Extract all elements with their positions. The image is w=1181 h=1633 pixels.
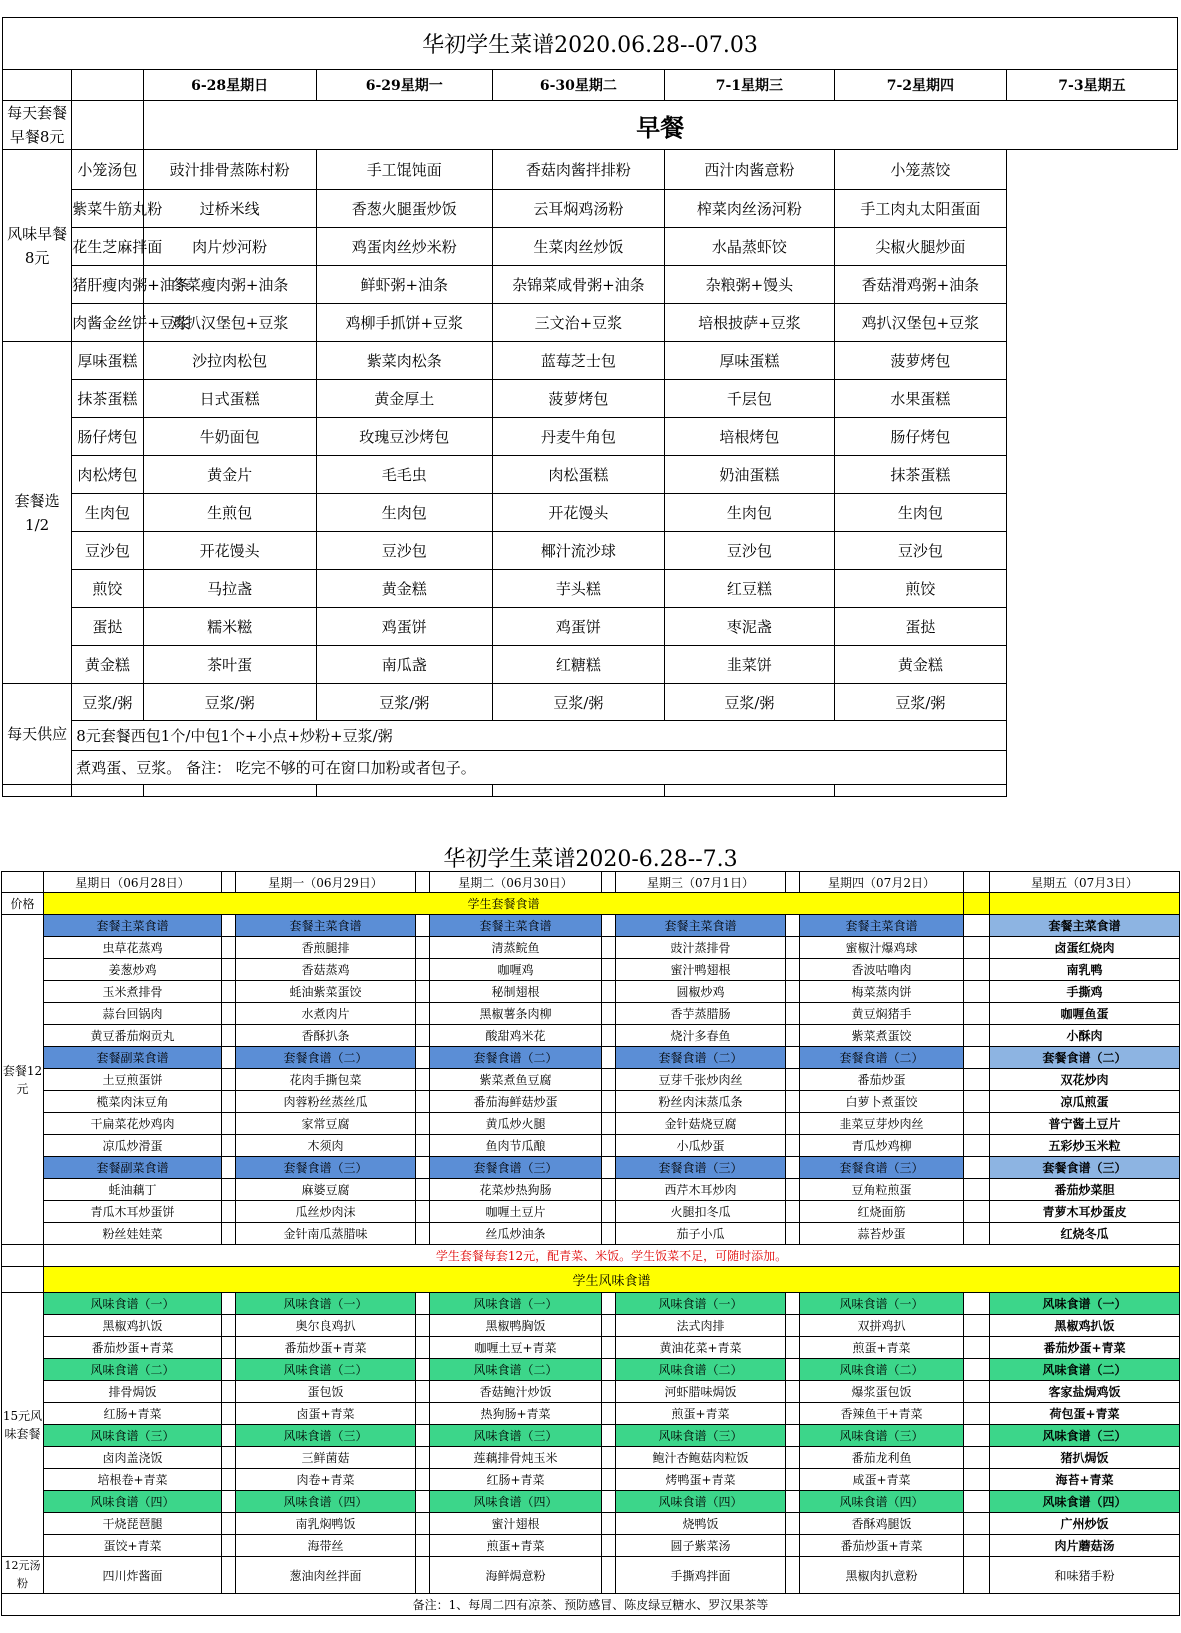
menu-cell: 香葱火腿蛋炒饭 [316, 190, 492, 228]
menu-section-label: 套餐食谱（三） [800, 1157, 964, 1179]
menu-cell: 黄油花菜+青菜 [616, 1337, 786, 1359]
menu-cell: 煎饺 [72, 570, 143, 608]
menu-cell: 香煎腿排 [236, 937, 416, 959]
menu-cell: 尖椒火腿炒面 [834, 228, 1006, 266]
menu-cell: 玉米煮排骨 [44, 981, 222, 1003]
menu-cell: 秘制翅根 [430, 981, 602, 1003]
menu-cell: 凉瓜煎蛋 [990, 1091, 1180, 1113]
day-header: 6-30星期二 [492, 70, 664, 101]
menu-cell: 芋头糕 [492, 570, 664, 608]
menu-cell: 黑椒薯条肉柳 [430, 1003, 602, 1025]
menu-cell: 蛋饺+青菜 [44, 1535, 222, 1557]
menu-cell: 菠萝烤包 [492, 380, 664, 418]
menu-section-label: 风味食谱（四） [430, 1491, 602, 1513]
menu-cell: 金针菇烧豆腐 [616, 1113, 786, 1135]
menu-cell: 小笼汤包 [72, 150, 143, 190]
menu-cell: 蛋挞 [72, 608, 143, 646]
menu-cell: 三文治+豆浆 [492, 304, 664, 342]
menu-cell: 茶叶蛋 [143, 646, 316, 684]
menu-cell: 干烧琵琶腿 [44, 1513, 222, 1535]
menu-cell: 粉丝肉沫蒸瓜条 [616, 1091, 786, 1113]
menu-cell: 紫菜煮鱼豆腐 [430, 1069, 602, 1091]
menu-cell: 青瓜炒鸡柳 [800, 1135, 964, 1157]
menu-cell: 香芋蒸腊肠 [616, 1003, 786, 1025]
menu-section-label: 套餐副菜食谱 [44, 1047, 222, 1069]
menu-section-label: 风味食谱（三） [430, 1425, 602, 1447]
menu-cell: 丹麦牛角包 [492, 418, 664, 456]
menu-cell: 红肠+青菜 [44, 1403, 222, 1425]
menu-cell: 花肉手撕包菜 [236, 1069, 416, 1091]
menu-cell: 白萝卜煮蛋饺 [800, 1091, 964, 1113]
daily-set-label: 每天套餐早餐8元 [3, 101, 72, 150]
menu-cell: 普宁酱土豆片 [990, 1113, 1180, 1135]
menu-cell: 豆浆/粥 [834, 684, 1006, 721]
set-price-label: 套餐12元 [2, 915, 44, 1245]
menu-cell: 海苔+青菜 [990, 1469, 1180, 1491]
menu-cell: 黄金糕 [72, 646, 143, 684]
menu-section-label: 套餐副菜食谱 [44, 1157, 222, 1179]
menu-cell: 香菇鲍汁炒饭 [430, 1381, 602, 1403]
menu-cell: 爆浆蛋包饭 [800, 1381, 964, 1403]
menu-cell: 韭菜饼 [664, 646, 834, 684]
menu-cell: 火腿扣冬瓜 [616, 1201, 786, 1223]
menu-section-label: 风味食谱（一） [800, 1293, 964, 1315]
menu-cell: 蓝莓芝士包 [492, 342, 664, 380]
menu-cell: 客家盐焗鸡饭 [990, 1381, 1180, 1403]
menu-cell: 手撕鸡 [990, 981, 1180, 1003]
menu-section-label: 风味食谱（二） [800, 1359, 964, 1381]
menu-cell: 红糖糕 [492, 646, 664, 684]
menu-cell: 生肉包 [664, 494, 834, 532]
menu-cell: 肠仔烤包 [834, 418, 1006, 456]
menu-cell: 莲藕排骨炖玉米 [430, 1447, 602, 1469]
menu-cell: 豆浆/粥 [664, 684, 834, 721]
menu-cell: 黄金厚土 [316, 380, 492, 418]
menu-cell: 咖喱鸡 [430, 959, 602, 981]
menu-cell: 花生芝麻拌面 [72, 228, 143, 266]
menu-cell: 肉酱金丝饼+豆浆 [72, 304, 143, 342]
menu-cell: 红烧面筋 [800, 1201, 964, 1223]
menu-cell: 豆浆/粥 [143, 684, 316, 721]
menu-section-label: 风味食谱（三） [990, 1425, 1180, 1447]
menu-cell: 圆子紫菜汤 [616, 1535, 786, 1557]
menu-cell: 豆沙包 [316, 532, 492, 570]
menu-cell: 黄金糕 [834, 646, 1006, 684]
menu-cell: 豆浆/粥 [492, 684, 664, 721]
menu-cell: 毛毛虫 [316, 456, 492, 494]
menu-section-label: 套餐主菜食谱 [430, 915, 602, 937]
day-header: 7-2星期四 [834, 70, 1006, 101]
menu-cell: 开花馒头 [492, 494, 664, 532]
menu-cell: 烤鸭蛋+青菜 [616, 1469, 786, 1491]
menu-cell: 肠仔烤包 [72, 418, 143, 456]
menu-cell: 过桥米线 [143, 190, 316, 228]
menu-cell: 蜜汁鸭翅根 [616, 959, 786, 981]
menu-section-label: 套餐食谱（三） [990, 1157, 1180, 1179]
menu-section-label: 风味食谱（三） [236, 1425, 416, 1447]
menu-cell: 蜜汁翅根 [430, 1513, 602, 1535]
menu-cell: 豆沙包 [664, 532, 834, 570]
menu-cell: 生肉包 [72, 494, 143, 532]
menu-section-label: 套餐主菜食谱 [44, 915, 222, 937]
lunch-menu-table [1, 871, 1180, 1616]
menu-cell: 肉松烤包 [72, 456, 143, 494]
menu-cell: 开花馒头 [143, 532, 316, 570]
menu-cell: 小笼蒸饺 [834, 150, 1006, 190]
menu-cell: 千层包 [664, 380, 834, 418]
menu-cell: 肉片蘑菇汤 [990, 1535, 1180, 1557]
menu-cell: 河虾腊味焗饭 [616, 1381, 786, 1403]
menu-cell: 抹茶蛋糕 [72, 380, 143, 418]
menu-cell: 蒜苔炒蛋 [800, 1223, 964, 1245]
menu-cell: 鸡蛋饼 [492, 608, 664, 646]
menu-cell: 蛋挞 [834, 608, 1006, 646]
breakfast-section-title: 早餐 [143, 101, 1177, 150]
menu-cell: 肉片炒河粉 [143, 228, 316, 266]
daily-supply-label: 每天供应 [3, 684, 72, 785]
menu-cell: 肉卷+青菜 [236, 1469, 416, 1491]
menu-cell: 卤蛋+青菜 [236, 1403, 416, 1425]
menu-cell: 培根烤包 [664, 418, 834, 456]
menu-cell: 烧鸭饭 [616, 1513, 786, 1535]
menu-cell: 沙拉肉松包 [143, 342, 316, 380]
menu-cell: 清蒸鲩鱼 [430, 937, 602, 959]
menu-cell: 青萝木耳炒蛋皮 [990, 1201, 1180, 1223]
menu-cell: 枣泥盏 [664, 608, 834, 646]
menu-cell: 和味猪手粉 [990, 1557, 1180, 1594]
menu-cell: 鱼肉节瓜酿 [430, 1135, 602, 1157]
menu-cell: 杂粮粥+馒头 [664, 266, 834, 304]
set-note: 8元套餐西包1个/中包1个+小点+炒粉+豆浆/粥 [72, 721, 1007, 751]
menu-cell: 蛋包饭 [236, 1381, 416, 1403]
menu-cell: 番茄海鲜菇炒蛋 [430, 1091, 602, 1113]
menu-section-label: 风味食谱（四） [616, 1491, 786, 1513]
day-header: 7-1星期三 [664, 70, 834, 101]
soup-price-label: 12元汤粉 [2, 1557, 44, 1594]
menu-cell: 香酥鸡腿饭 [800, 1513, 964, 1535]
menu-cell: 鸡扒汉堡包+豆浆 [143, 304, 316, 342]
set-menu-note: 学生套餐每套12元，配青菜、米饭。学生饭菜不足，可随时添加。 [44, 1245, 1180, 1267]
menu-cell: 水果蛋糕 [834, 380, 1006, 418]
menu-cell: 鸡蛋肉丝炒米粉 [316, 228, 492, 266]
menu-cell: 卤肉盖浇饭 [44, 1447, 222, 1469]
menu-section-label: 风味食谱（四） [800, 1491, 964, 1513]
menu-section-label: 风味食谱（一） [430, 1293, 602, 1315]
menu-cell: 香菇蒸鸡 [236, 959, 416, 981]
menu-cell: 豆沙包 [72, 532, 143, 570]
menu-cell: 日式蛋糕 [143, 380, 316, 418]
menu-cell: 南乳焖鸭饭 [236, 1513, 416, 1535]
menu-cell: 西汁肉酱意粉 [664, 150, 834, 190]
menu-cell: 黑椒鸡扒饭 [44, 1315, 222, 1337]
menu-section-label: 套餐食谱（二） [990, 1047, 1180, 1069]
menu-cell: 冬菜瘦肉粥+油条 [143, 266, 316, 304]
menu-cell: 瓜丝炒肉沫 [236, 1201, 416, 1223]
menu-section-label: 风味食谱（一） [616, 1293, 786, 1315]
menu-cell: 排骨焗饭 [44, 1381, 222, 1403]
menu-section-label: 风味食谱（三） [616, 1425, 786, 1447]
menu-cell: 手撕鸡拌面 [616, 1557, 786, 1594]
menu-cell: 黄豆番茄焖贡丸 [44, 1025, 222, 1047]
day-header: 6-28星期日 [143, 70, 316, 101]
menu-section-label: 风味食谱（二） [430, 1359, 602, 1381]
menu-section-label: 风味食谱（一） [44, 1293, 222, 1315]
day-header: 星期日（06月28日） [44, 872, 222, 893]
breakfast-title: 华初学生菜谱2020.06.28--07.03 [3, 18, 1178, 70]
price-label: 价格 [2, 893, 44, 915]
menu-cell: 肉蓉粉丝蒸丝瓜 [236, 1091, 416, 1113]
menu-section-label: 套餐主菜食谱 [990, 915, 1180, 937]
menu-cell: 椰汁流沙球 [492, 532, 664, 570]
menu-cell: 黑椒肉扒意粉 [800, 1557, 964, 1594]
menu-cell: 手工肉丸太阳蛋面 [834, 190, 1006, 228]
menu-cell: 培根卷+青菜 [44, 1469, 222, 1491]
menu-cell: 生煎包 [143, 494, 316, 532]
day-header: 星期二（06月30日） [430, 872, 602, 893]
menu-cell: 豆芽千张炒肉丝 [616, 1069, 786, 1091]
menu-cell: 梅菜蒸肉饼 [800, 981, 964, 1003]
menu-cell: 红肠+青菜 [430, 1469, 602, 1491]
breakfast-day-header-row [3, 70, 1178, 101]
menu-cell: 双拼鸡扒 [800, 1315, 964, 1337]
menu-cell: 鸡扒汉堡包+豆浆 [834, 304, 1006, 342]
menu-cell: 煎蛋+青菜 [800, 1337, 964, 1359]
menu-cell: 南乳鸭 [990, 959, 1180, 981]
menu-cell: 蚝油藕丁 [44, 1179, 222, 1201]
menu-cell: 蚝油紫菜蛋饺 [236, 981, 416, 1003]
menu-cell: 丝瓜炒油条 [430, 1223, 602, 1245]
menu-cell: 豆浆/粥 [72, 684, 143, 721]
set-menu-title: 学生套餐食谱 [44, 893, 964, 915]
menu-cell: 黄金糕 [316, 570, 492, 608]
menu-cell: 生肉包 [834, 494, 1006, 532]
menu-cell: 干扁菜花炒鸡肉 [44, 1113, 222, 1135]
menu-cell: 番茄炒蛋+青菜 [44, 1337, 222, 1359]
menu-cell: 法式肉排 [616, 1315, 786, 1337]
menu-section-label: 套餐食谱（三） [236, 1157, 416, 1179]
menu-section-label: 风味食谱（二） [44, 1359, 222, 1381]
menu-cell: 黄豆焖猪手 [800, 1003, 964, 1025]
menu-cell: 小瓜炒蛋 [616, 1135, 786, 1157]
menu-cell: 紫菜煮蛋饺 [800, 1025, 964, 1047]
menu-cell: 厚味蛋糕 [72, 342, 143, 380]
menu-cell: 手工馄饨面 [316, 150, 492, 190]
menu-cell: 紫菜肉松条 [316, 342, 492, 380]
menu-cell: 葱油肉丝拌面 [236, 1557, 416, 1594]
menu-cell: 木须肉 [236, 1135, 416, 1157]
menu-cell: 杂锦菜咸骨粥+油条 [492, 266, 664, 304]
menu-cell: 海带丝 [236, 1535, 416, 1557]
menu-cell: 香菇滑鸡粥+油条 [834, 266, 1006, 304]
menu-cell: 姜葱炒鸡 [44, 959, 222, 981]
menu-cell: 马拉盏 [143, 570, 316, 608]
menu-cell: 鲜虾粥+油条 [316, 266, 492, 304]
menu-cell: 金针南瓜蒸腊味 [236, 1223, 416, 1245]
menu-cell: 云耳焖鸡汤粉 [492, 190, 664, 228]
menu-cell: 茄子小瓜 [616, 1223, 786, 1245]
day-header: 星期三（07月1日） [616, 872, 786, 893]
remark-note: 煮鸡蛋、豆浆。 备注： 吃完不够的可在窗口加粉或者包子。 [72, 751, 1007, 785]
menu-cell: 蒜台回锅肉 [44, 1003, 222, 1025]
lunch-title: 华初学生菜谱2020-6.28--7.3 [443, 847, 738, 872]
menu-cell: 番茄炒蛋+青菜 [990, 1337, 1180, 1359]
menu-section-label: 套餐食谱（三） [430, 1157, 602, 1179]
menu-cell: 酸甜鸡米花 [430, 1025, 602, 1047]
day-header: 星期一（06月29日） [236, 872, 416, 893]
menu-cell: 咖喱土豆+青菜 [430, 1337, 602, 1359]
day-header: 星期五（07月3日） [990, 872, 1180, 893]
menu-cell: 菠萝烤包 [834, 342, 1006, 380]
menu-cell: 三鲜菌菇 [236, 1447, 416, 1469]
menu-cell: 煎蛋+青菜 [430, 1535, 602, 1557]
menu-cell: 番茄炒蛋 [800, 1069, 964, 1091]
menu-cell: 煎饺 [834, 570, 1006, 608]
menu-cell: 香酥扒条 [236, 1025, 416, 1047]
flavor-price-label: 15元风味套餐 [2, 1293, 44, 1557]
menu-cell: 煎蛋+青菜 [616, 1403, 786, 1425]
menu-cell: 咖喱鱼蛋 [990, 1003, 1180, 1025]
menu-cell: 红豆糕 [664, 570, 834, 608]
menu-cell: 番茄炒蛋+青菜 [236, 1337, 416, 1359]
menu-cell: 家常豆腐 [236, 1113, 416, 1135]
menu-section-label: 风味食谱（一） [236, 1293, 416, 1315]
menu-cell: 四川炸酱面 [44, 1557, 222, 1594]
menu-cell: 猪扒焗饭 [990, 1447, 1180, 1469]
menu-section-label: 风味食谱（三） [800, 1425, 964, 1447]
menu-section-label: 风味食谱（四） [990, 1491, 1180, 1513]
menu-cell: 黄金片 [143, 456, 316, 494]
lunch-day-header-row [2, 872, 1180, 893]
menu-cell: 卤蛋红烧肉 [990, 937, 1180, 959]
menu-cell: 番茄炒菜胆 [990, 1179, 1180, 1201]
menu-cell: 鸡蛋饼 [316, 608, 492, 646]
menu-cell: 抹茶蛋糕 [834, 456, 1006, 494]
day-header: 6-29星期一 [316, 70, 492, 101]
menu-cell: 鸡柳手抓饼+豆浆 [316, 304, 492, 342]
menu-cell: 双花炒肉 [990, 1069, 1180, 1091]
menu-cell: 海鲜焗意粉 [430, 1557, 602, 1594]
menu-cell: 榨菜肉丝汤河粉 [664, 190, 834, 228]
menu-cell: 热狗肠+青菜 [430, 1403, 602, 1425]
menu-cell: 凉瓜炒滑蛋 [44, 1135, 222, 1157]
menu-cell: 虫草花蒸鸡 [44, 937, 222, 959]
menu-section-label: 套餐食谱（二） [430, 1047, 602, 1069]
menu-section-label: 风味食谱（四） [236, 1491, 416, 1513]
menu-cell: 蜜椒汁爆鸡球 [800, 937, 964, 959]
menu-section-label: 套餐主菜食谱 [236, 915, 416, 937]
menu-cell: 生菜肉丝炒饭 [492, 228, 664, 266]
menu-cell: 黑椒鸡扒饭 [990, 1315, 1180, 1337]
menu-cell: 豆沙包 [834, 532, 1006, 570]
menu-section-label: 风味食谱（三） [44, 1425, 222, 1447]
flavor-menu-title: 学生风味食谱 [44, 1267, 1180, 1293]
menu-cell: 厚味蛋糕 [664, 342, 834, 380]
menu-cell: 青瓜木耳炒蛋饼 [44, 1201, 222, 1223]
menu-cell: 咸蛋+青菜 [800, 1469, 964, 1491]
menu-section-label: 套餐主菜食谱 [616, 915, 786, 937]
menu-cell: 水晶蒸虾饺 [664, 228, 834, 266]
menu-cell: 黄瓜炒火腿 [430, 1113, 602, 1135]
menu-cell: 粉丝娃娃菜 [44, 1223, 222, 1245]
menu-cell: 豆角粒煎蛋 [800, 1179, 964, 1201]
menu-cell: 香波咕噜肉 [800, 959, 964, 981]
menu-cell: 奶油蛋糕 [664, 456, 834, 494]
menu-cell: 广州炒饭 [990, 1513, 1180, 1535]
menu-section-label: 套餐食谱（二） [800, 1047, 964, 1069]
fengwei-breakfast-label: 风味早餐8元 [3, 150, 72, 342]
menu-cell: 小酥肉 [990, 1025, 1180, 1047]
day-header: 7-3星期五 [1006, 70, 1177, 101]
menu-cell: 黑椒鸭胸饭 [430, 1315, 602, 1337]
menu-section-label: 风味食谱（二） [616, 1359, 786, 1381]
menu-cell: 豉汁蒸排骨 [616, 937, 786, 959]
menu-cell: 五彩炒玉米粒 [990, 1135, 1180, 1157]
menu-section-label: 套餐主菜食谱 [800, 915, 964, 937]
menu-cell: 红烧冬瓜 [990, 1223, 1180, 1245]
menu-cell: 牛奶面包 [143, 418, 316, 456]
menu-cell: 猪肝瘦肉粥+油条 [72, 266, 143, 304]
menu-cell: 生肉包 [316, 494, 492, 532]
menu-cell: 土豆煎蛋饼 [44, 1069, 222, 1091]
menu-cell: 榄菜肉沫豆角 [44, 1091, 222, 1113]
menu-cell: 荷包蛋+青菜 [990, 1403, 1180, 1425]
set-choice-label: 套餐选1/2 [3, 342, 72, 684]
menu-section-label: 套餐食谱（二） [236, 1047, 416, 1069]
menu-cell: 奥尔良鸡扒 [236, 1315, 416, 1337]
menu-cell: 玫瑰豆沙烤包 [316, 418, 492, 456]
menu-cell: 水煮肉片 [236, 1003, 416, 1025]
menu-cell: 糯米糍 [143, 608, 316, 646]
menu-section-label: 风味食谱（一） [990, 1293, 1180, 1315]
menu-cell: 豉汁排骨蒸陈村粉 [143, 150, 316, 190]
menu-section-label: 风味食谱（二） [236, 1359, 416, 1381]
menu-cell: 韭菜豆芽炒肉丝 [800, 1113, 964, 1135]
menu-cell: 鲍汁杏鲍菇肉粒饭 [616, 1447, 786, 1469]
menu-cell: 咖喱土豆片 [430, 1201, 602, 1223]
menu-cell: 圆椒炒鸡 [616, 981, 786, 1003]
menu-cell: 花菜炒热狗肠 [430, 1179, 602, 1201]
day-header: 星期四（07月2日） [800, 872, 964, 893]
menu-cell: 培根披萨+豆浆 [664, 304, 834, 342]
menu-cell: 南瓜盏 [316, 646, 492, 684]
menu-cell: 肉松蛋糕 [492, 456, 664, 494]
menu-cell: 紫菜牛筋丸粉 [72, 190, 143, 228]
menu-cell: 番茄炒蛋+青菜 [800, 1535, 964, 1557]
menu-section-label: 风味食谱（四） [44, 1491, 222, 1513]
lunch-footer-note: 备注：1、每周二四有凉茶、预防感冒、陈皮绿豆糖水、罗汉果茶等 [2, 1594, 1180, 1616]
menu-cell: 香辣鱼干+青菜 [800, 1403, 964, 1425]
menu-cell: 烧汁多春鱼 [616, 1025, 786, 1047]
menu-cell: 香菇肉酱拌排粉 [492, 150, 664, 190]
menu-cell: 番茄龙利鱼 [800, 1447, 964, 1469]
menu-section-label: 风味食谱（二） [990, 1359, 1180, 1381]
breakfast-menu-table [2, 17, 1178, 797]
menu-section-label: 套餐食谱（三） [616, 1157, 786, 1179]
menu-cell: 豆浆/粥 [316, 684, 492, 721]
menu-cell: 西芹木耳炒肉 [616, 1179, 786, 1201]
menu-section-label: 套餐食谱（二） [616, 1047, 786, 1069]
menu-cell: 麻婆豆腐 [236, 1179, 416, 1201]
